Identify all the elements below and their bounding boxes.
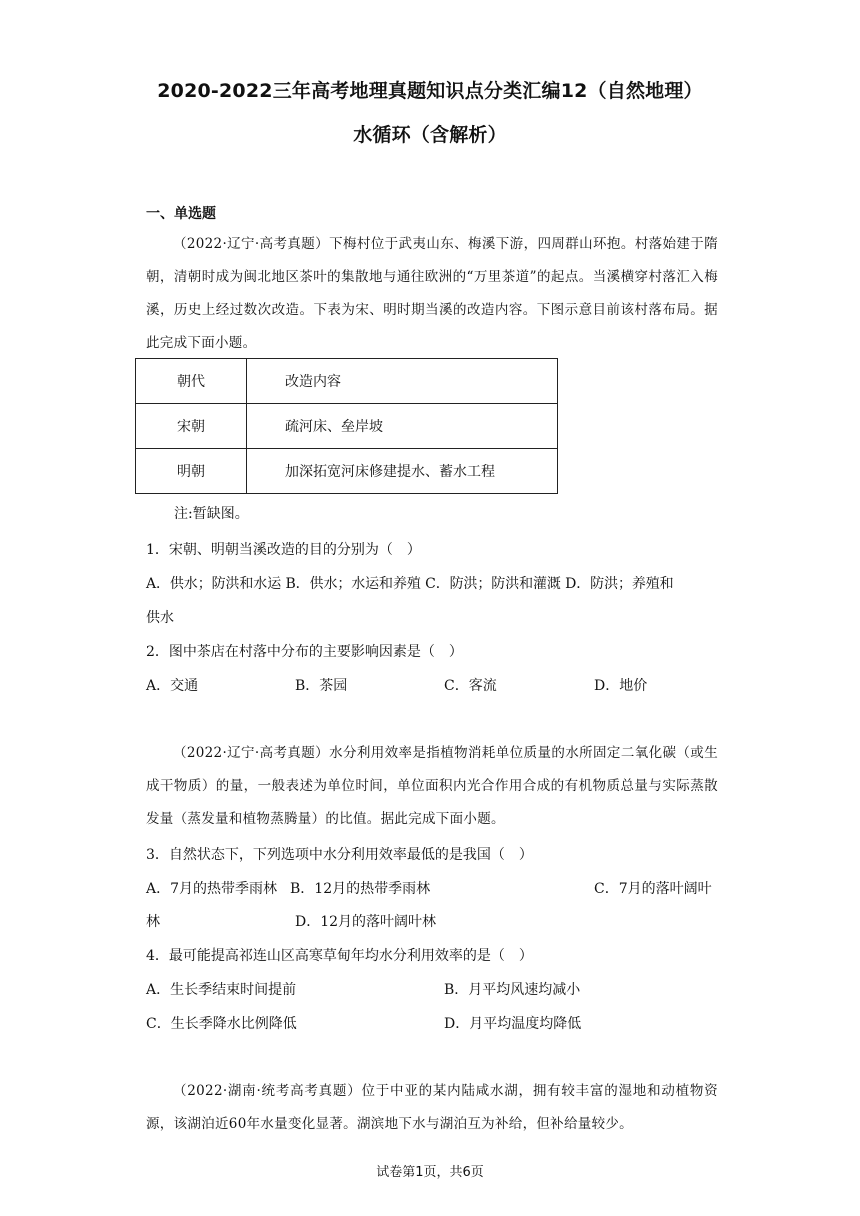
question-2-option-b: B．茶园 bbox=[295, 678, 348, 694]
table-row bbox=[136, 449, 558, 494]
passage-2: （2022·辽宁·高考真题）水分利用效率是指植物消耗单位质量的水所固定二氧化碳（或生成干物质）的量，一般表述为单位时间，单位面积内光合作用合成的有机物质总量与实际蒸散发量（蒸发量和植物蒸腾量）的比值。据此完成下面小题。 bbox=[146, 745, 718, 827]
table-row bbox=[136, 359, 558, 404]
question-3-option-d: D．12月的落叶阔叶林 bbox=[295, 914, 437, 930]
question-3-option-c: C．7月的落叶阔叶 bbox=[594, 881, 712, 897]
table-cell: 明朝 bbox=[136, 449, 247, 494]
question-4-stem: 4．最可能提高祁连山区高寒草甸年均水分利用效率的是（ ） bbox=[146, 948, 533, 964]
question-1-options-cont: 供水 bbox=[146, 610, 174, 626]
question-3-option-c-cont: 林 bbox=[146, 914, 160, 930]
passage-3: （2022·湖南·统考高考真题）位于中亚的某内陆咸水湖，拥有较丰富的湿地和动植物资源，该湖泊近60年水量变化显著。湖滨地下水与湖泊互为补给，但补给量较少。 bbox=[146, 1083, 718, 1132]
question-4-option-b: B．月平均风速均减小 bbox=[444, 982, 581, 998]
question-4-option-d: D．月平均温度均降低 bbox=[444, 1016, 582, 1032]
question-2-option-d: D．地价 bbox=[594, 678, 648, 694]
question-2-stem: 2．图中茶店在村落中分布的主要影响因素是（ ） bbox=[146, 644, 463, 660]
question-3-option-a: A．7月的热带季雨林 bbox=[146, 881, 278, 897]
table-cell: 加深拓宽河床修建提水、蓄水工程 bbox=[247, 449, 558, 494]
question-3-option-b: B．12月的热带季雨林 bbox=[290, 881, 431, 897]
table-cell: 宋朝 bbox=[136, 404, 247, 449]
table-cell: 疏河床、垒岸坡 bbox=[247, 404, 558, 449]
question-3-stem: 3．自然状态下，下列选项中水分利用效率最低的是我国（ ） bbox=[146, 847, 533, 863]
document-subtitle: 水循环（含解析） bbox=[353, 124, 507, 146]
question-2-option-a: A．交通 bbox=[146, 678, 199, 694]
question-2-option-c: C．客流 bbox=[444, 678, 497, 694]
table-header-cell: 朝代 bbox=[136, 359, 247, 404]
passage-1: （2022·辽宁·高考真题）下梅村位于武夷山东、梅溪下游，四周群山环抱。村落始建于隋朝，清朝时成为闽北地区茶叶的集散地与通往欧洲的“万里茶道”的起点。当溪横穿村落汇入梅溪，历史上经过数次改造。下表为宋、明时期当溪的改造内容。下图示意目前该村落布局。据此完成下面小题。 bbox=[146, 236, 718, 351]
question-4-option-a: A．生长季结束时间提前 bbox=[146, 982, 297, 998]
question-1-stem: 1．宋朝、明朝当溪改造的目的分别为（ ） bbox=[146, 542, 421, 558]
document-title: 2020-2022三年高考地理真题知识点分类汇编12（自然地理） bbox=[157, 80, 703, 102]
figure-note: 注:暂缺图。 bbox=[174, 506, 249, 522]
question-1-options: A．供水；防洪和水运 B．供水；水运和养殖 C．防洪；防洪和灌溉 D．防洪；养殖和 bbox=[146, 576, 674, 592]
page-footer: 试卷第1页，共6页 bbox=[376, 1165, 484, 1180]
table-header-cell: 改造内容 bbox=[247, 359, 558, 404]
question-4-option-c: C．生长季降水比例降低 bbox=[146, 1016, 297, 1032]
section-heading: 一、单选题 bbox=[146, 206, 216, 222]
reform-table bbox=[135, 358, 558, 494]
table-row bbox=[136, 404, 558, 449]
